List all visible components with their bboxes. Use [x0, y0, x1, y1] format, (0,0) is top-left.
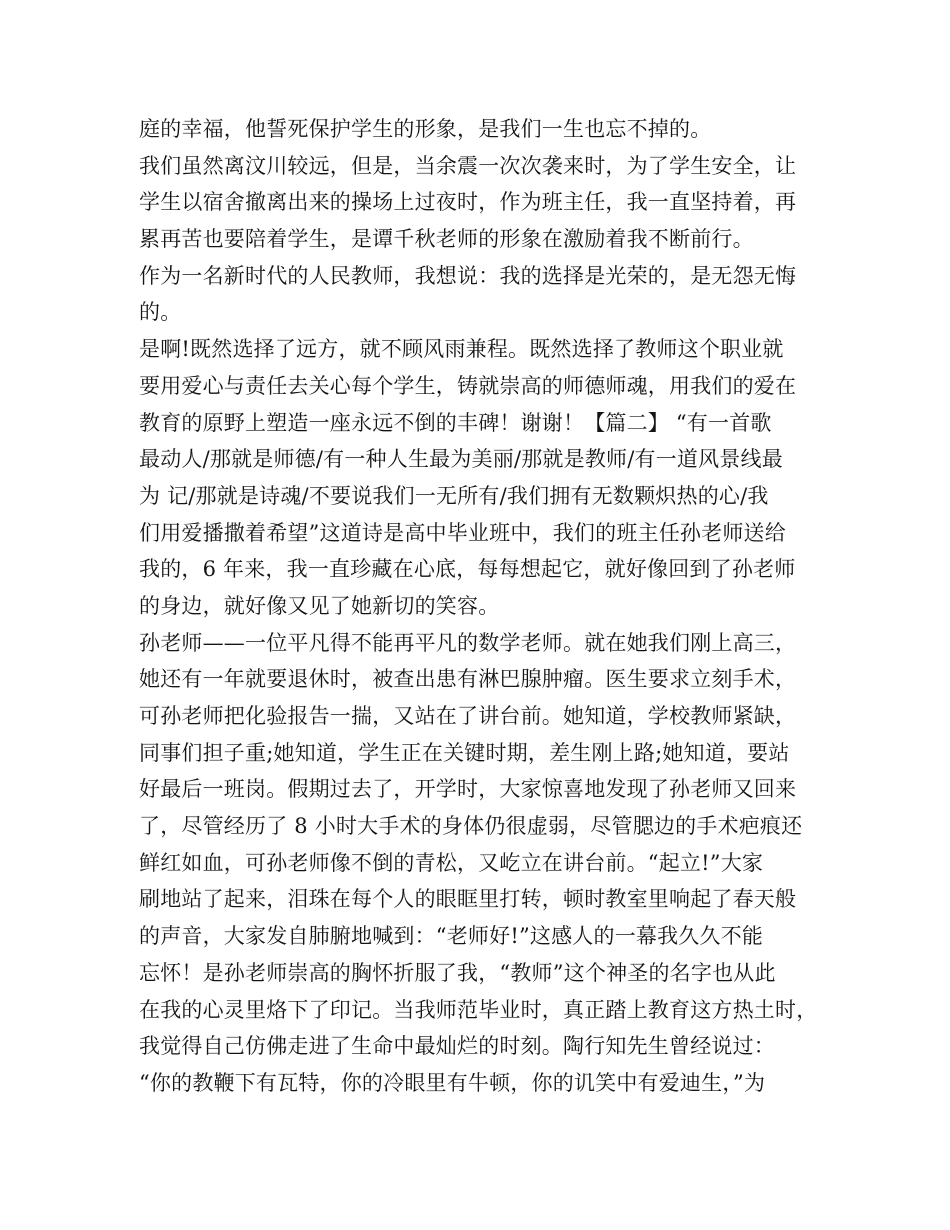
text-line: “你的教鞭下有瓦特，你的冷眼里有牛顿，你的讥笑中有爱迪生，”为 — [139, 1070, 766, 1095]
text-line: 我们虽然离汶川较远，但是，当余震一次次袭来时，为了学生安全，让 — [139, 153, 797, 178]
text-line: 忘怀！是孙老师崇高的胸怀折服了我，“教师”这个神圣的名字也从此 — [139, 960, 776, 985]
text-line: 好最后一班岗。假期过去了，开学时，大家惊喜地发现了孙老师又回来 — [139, 777, 797, 802]
text-line: 我的，6 年来，我一直珍藏在心底，每每想起它，就好像回到了孙老师 — [139, 557, 796, 582]
text-line: 累再苦也要陪着学生，是谭千秋老师的形象在激励着我不断前行。 — [139, 227, 754, 252]
text-line: 刷地站了起来，泪珠在每个人的眼眶里打转，顿时教室里响起了春天般 — [139, 887, 797, 912]
text-line: 学生以宿舍撤离出来的操场上过夜时，作为班主任，我一直坚持着，再 — [139, 190, 797, 215]
text-line: 鲜红如血，可孙老师像不倒的青松，又屹立在讲台前。“起立!”大家 — [139, 850, 764, 875]
text-line: 我觉得自己仿佛走进了生命中最灿烂的时刻。陶行知先生曾经说过： — [139, 1034, 775, 1059]
text-line: 她还有一年就要退休时，被查出患有淋巴腺肿瘤。医生要求立刻手术， — [139, 667, 797, 692]
text-line: 要用爱心与责任去关心每个学生，铸就崇高的师德师魂，用我们的爱在 — [139, 373, 797, 398]
text-line: 同事们担子重;她知道，学生正在关键时期，差生刚上路;她知道，要站 — [139, 740, 790, 765]
text-line: 的身边，就好像又见了她新切的笑容。 — [139, 593, 500, 618]
body-text — [139, 111, 829, 1102]
text-line: 的。 — [139, 300, 182, 325]
text-line: 在我的心灵里烙下了印记。当我师范毕业时，真正踏上教育这方热土时， — [139, 997, 818, 1022]
text-line: 教育的原野上塑造一座永远不倒的丰碑！谢谢！【篇二】 “有一首歌 — [139, 410, 772, 435]
text-line: 最动人/那就是师德/有一种人生最为美丽/那就是教师/有一道风景线最 — [139, 447, 783, 472]
text-line: 庭的幸福，他誓死保护学生的形象，是我们一生也忘不掉的。 — [139, 117, 712, 141]
text-line: 是啊!既然选择了远方，就不顾风雨兼程。既然选择了教师这个职业就 — [139, 337, 784, 362]
text-line: 作为一名新时代的人民教师，我想说：我的选择是光荣的，是无怨无悔 — [139, 263, 797, 288]
text-line: 们用爱播撒着希望”这道诗是高中毕业班中，我们的班主任孙老师送给 — [139, 520, 786, 545]
text-line: 可孙老师把化验报告一揣，又站在了讲台前。她知道，学校教师紧缺， — [139, 704, 797, 728]
text-line: 的声音，大家发自肺腑地喊到：“老师好!”这感人的一幕我久久不能 — [139, 924, 764, 949]
text-line: 为 记/那就是诗魂/不要说我们一无所有/我们拥有无数颗炽热的心/我 — [139, 483, 769, 508]
text-line: 了，尽管经历了 8 小时大手术的身体仍很虚弱，尽管腮边的手术疤痕还 — [139, 814, 803, 839]
text-line: 孙老师——一位平凡得不能再平凡的数学老师。就在她我们刚上高三， — [139, 630, 797, 655]
